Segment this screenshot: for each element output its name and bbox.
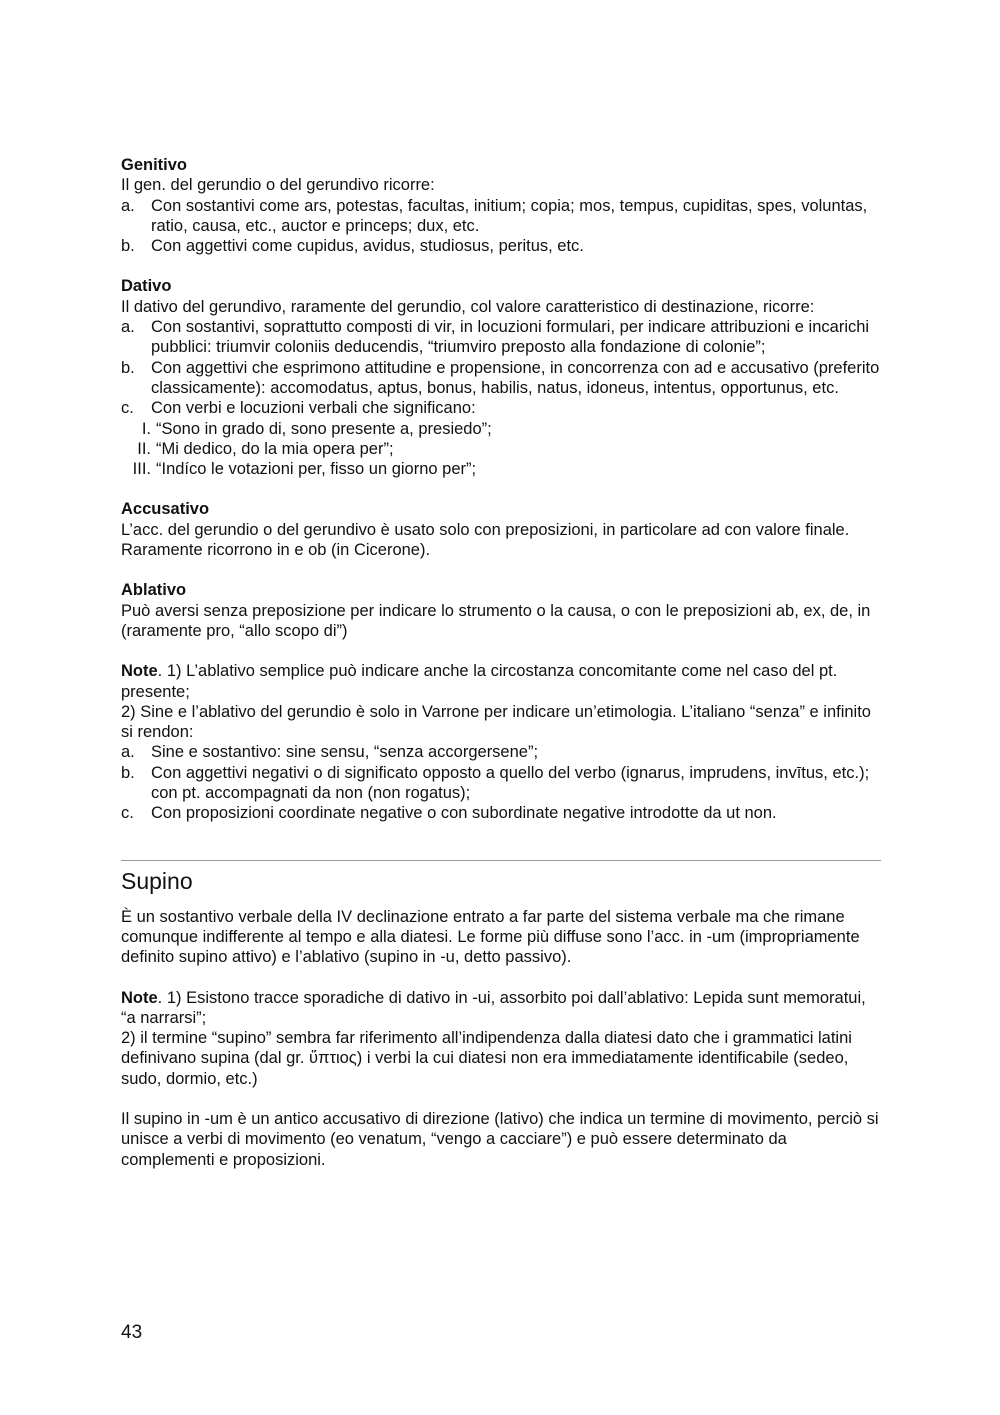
sublist-text: “Mi dedico, do la mia opera per”; <box>156 439 394 458</box>
sublist-text: “Indíco le votazioni per, fisso un giorno per”; <box>156 460 477 479</box>
list-text: Con sostantivi come ars, potestas, facultas, initium; copia; mos, tempus, cupiditas, spes, voluntas, ratio, causa, etc., auctor e princeps; dux, etc. <box>151 196 868 235</box>
list-item <box>121 317 881 358</box>
list-item <box>121 763 881 804</box>
note-paragraph <box>121 988 881 1029</box>
accusativo-text-2: Raramente ricorrono in e ob (in Cicerone). <box>121 541 431 560</box>
list-marker: c. <box>121 804 134 823</box>
list-item <box>121 398 881 418</box>
note-list <box>121 742 881 823</box>
section-note-ablativo <box>121 661 881 823</box>
list-text: Con aggettivi come cupidus, avidus, studiosus, peritus, etc. <box>151 237 584 256</box>
accusativo-text: L’acc. del gerundio o del gerundivo è usato solo con preposizioni, in particolare ad con valore finale. <box>121 520 850 539</box>
list-marker: b. <box>121 237 135 256</box>
note-label: Note <box>121 988 158 1007</box>
section-dativo <box>121 276 881 479</box>
list-marker: a. <box>121 318 135 337</box>
sublist-item <box>121 459 881 479</box>
list-marker: a. <box>121 196 135 215</box>
note-point-1: . 1) L’ablativo semplice può indicare anche la circostanza concomitante come nel caso del pt. presente; <box>121 662 838 701</box>
section-divider <box>121 860 881 861</box>
list-text: Con aggettivi che esprimono attitudine e propensione, in concorrenza con ad e accusativo (preferito classicamente): accomodatus, aptus, bonus, habilis, natus, idoneus, intentus, opportunus, etc. <box>151 358 880 397</box>
heading-ablativo: Ablativo <box>121 581 187 600</box>
list-text: Con proposizioni coordinate negative o con subordinate negative introdotte da ut non. <box>151 804 777 823</box>
page-content <box>121 155 881 1170</box>
roman-marker: III. <box>132 460 151 479</box>
supino-intro: È un sostantivo verbale della IV declinazione entrato a far parte del sistema verbale ma che rimane comunque indifferente al tempo e alla diatesi. Le forme più diffuse sono l’acc. in -um (impropriamente definito supino attivo) e l’ablativo (supino in -u, detto passivo). <box>121 907 860 967</box>
supino-note <box>121 988 881 1089</box>
list-marker: b. <box>121 358 135 377</box>
supino-final: Il supino in -um è un antico accusativo di direzione (lativo) che indica un termine di movimento, perciò si unisce a verbi di movimento (eo venatum, “vengo a cacciare”) e può essere determinato da complementi e proposizioni. <box>121 1109 879 1169</box>
heading-dativo: Dativo <box>121 277 172 296</box>
heading-genitivo: Genitivo <box>121 156 188 174</box>
list-item <box>121 742 881 762</box>
list-item <box>121 236 881 256</box>
sublist-text: “Sono in grado di, sono presente a, presiedo”; <box>156 419 492 438</box>
section-title-supino: Supino <box>121 867 193 894</box>
list-text: Con verbi e locuzioni verbali che significano: <box>151 399 476 418</box>
list-marker: a. <box>121 743 135 762</box>
list-text: Con aggettivi negativi o di significato opposto a quello del verbo (ignarus, imprudens, invītus, etc.); con pt. accompagnati da non (non rogatus); <box>151 763 870 803</box>
dativo-list <box>121 317 881 418</box>
ablativo-text: Può aversi senza preposizione per indicare lo strumento o la causa, o con le preposizioni ab, ex, de, in (raramente pro, “allo scopo di”) <box>121 601 871 640</box>
note-label: Note <box>121 662 158 681</box>
dativo-intro: Il dativo del gerundivo, raramente del gerundio, col valore caratteristico di destinazione, ricorre: <box>121 297 815 316</box>
sublist-item <box>121 419 881 439</box>
note-paragraph <box>121 661 881 702</box>
genitivo-intro: Il gen. del gerundio o del gerundivo ricorre: <box>121 176 435 195</box>
heading-accusativo: Accusativo <box>121 500 210 519</box>
section-genitivo <box>121 155 881 256</box>
supino-note-1: . 1) Esistono tracce sporadiche di dativo in -ui, assorbito poi dall’ablativo: Lepida sunt memoratui, “a narrarsi”; <box>121 988 866 1027</box>
supino-note-2: 2) il termine “supino” sembra far riferimento all’indipendenza dalla diatesi dato che i grammatici latini definivano supina (dal gr. ὕπτιος) i verbi la cui diatesi non era immediatamente identificabile (sedeo, sudo, dormio, etc.) <box>121 1029 852 1088</box>
section-supino <box>121 867 881 1170</box>
page-number: 43 <box>121 1322 143 1343</box>
roman-marker: I. <box>141 419 151 438</box>
list-item <box>121 196 881 237</box>
note-point-2: 2) Sine e l’ablativo del gerundio è solo in Varrone per indicare un’etimologia. L’italiano “senza” e infinito si rendon: <box>121 702 871 742</box>
sublist-item <box>121 439 881 459</box>
genitivo-list <box>121 196 881 257</box>
roman-marker: II. <box>137 439 151 458</box>
list-item <box>121 358 881 399</box>
section-ablativo <box>121 580 881 641</box>
list-marker: b. <box>121 763 135 782</box>
list-marker: c. <box>121 399 134 418</box>
list-text: Con sostantivi, soprattutto composti di vir, in locuzioni formulari, per indicare attribuzioni e incarichi pubblici: triumvir coloniis deducendis, “triumviro preposto alla fondazione di colonie”; <box>151 318 870 357</box>
list-item <box>121 803 881 823</box>
list-text: Sine e sostantivo: sine sensu, “senza accorgersene”; <box>151 743 539 762</box>
dativo-sublist <box>121 419 881 480</box>
section-accusativo <box>121 499 881 560</box>
